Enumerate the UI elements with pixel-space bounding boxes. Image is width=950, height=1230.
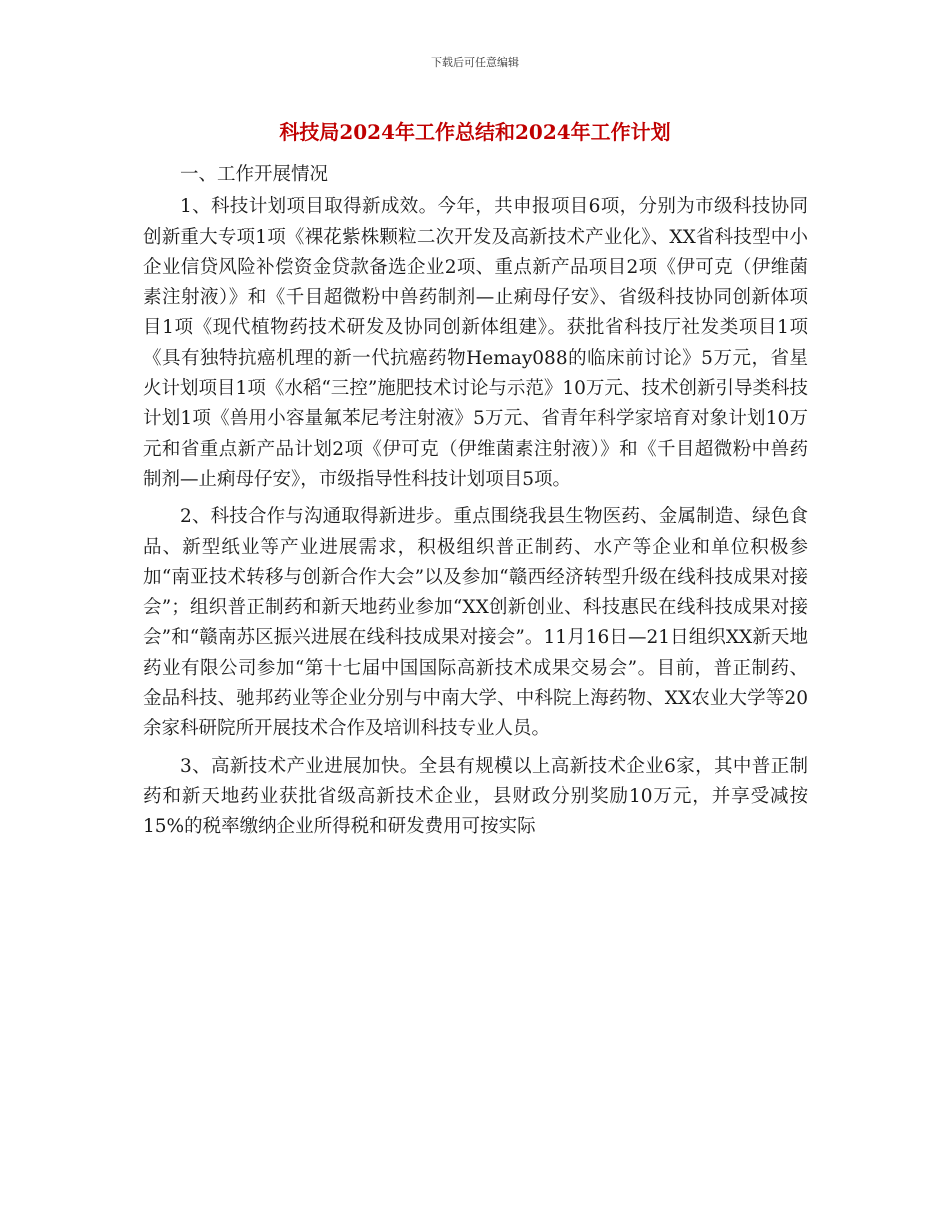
section-heading: 一、工作开展情况	[180, 164, 329, 185]
paragraph-2: 2、科技合作与沟通取得新进步。重点围绕我县生物医药、金属制造、绿色食品、新型纸业等产业进展需求，积极组织普正制药、水产等企业和单位积极参加“南亚技术转移与创新合作大会”以及参加“赣西经济转型升级在线科技成果对接会”；组织普正制药和新天地药业参加“XX创新创业、科技惠民在线科技成果对接会”和“赣南苏区振兴进展在线科技成果对接会”。11月16日—21日组织XX新天地药业有限公司参加“第十七届中国国际高新技术成果交易会”。目前，普正制药、金品科技、驰邦药业等企业分别与中南大学、中科院上海药物、XX农业大学等20余家科研院所开展技术合作及培训科技专业人员。	[143, 506, 808, 740]
document-body	[143, 160, 808, 850]
page-header-note: 下载后可任意编辑	[431, 56, 519, 69]
document-title: 科技局2024年工作总结和2024年工作计划	[279, 120, 671, 144]
paragraph-1: 1、科技计划项目取得新成效。今年，共申报项目6项，分别为市级科技协同创新重大专项1项《裸花紫株颗粒二次开发及高新技术产业化》、XX省科技型中小企业信贷风险补偿资金贷款备选企业2项、重点新产品项目2项《伊可克（伊维菌素注射液）》和《千目超微粉中兽药制剂—止痢母仔安》、省级科技协同创新体项目1项《现代植物药技术研发及协同创新体组建》。获批省科技厅社发类项目1项《具有独特抗癌机理的新一代抗癌药物Hemay088的临床前讨论》5万元，省星火计划项目1项《水稻“三控”施肥技术讨论与示范》10万元、技术创新引导类科技计划1项《兽用小容量氟苯尼考注射液》5万元、省青年科学家培育对象计划10万元和省重点新产品计划2项《伊可克（伊维菌素注射液）》和《千目超微粉中兽药制剂—止痢母仔安》，市级指导性科技计划项目5项。	[143, 196, 808, 490]
paragraph-3: 3、高新技术产业进展加快。全县有规模以上高新技术企业6家，其中普正制药和新天地药业获批省级高新技术企业，县财政分别奖励10万元，并享受减按15%的税率缴纳企业所得税和研发费用可按实际	[143, 755, 808, 838]
